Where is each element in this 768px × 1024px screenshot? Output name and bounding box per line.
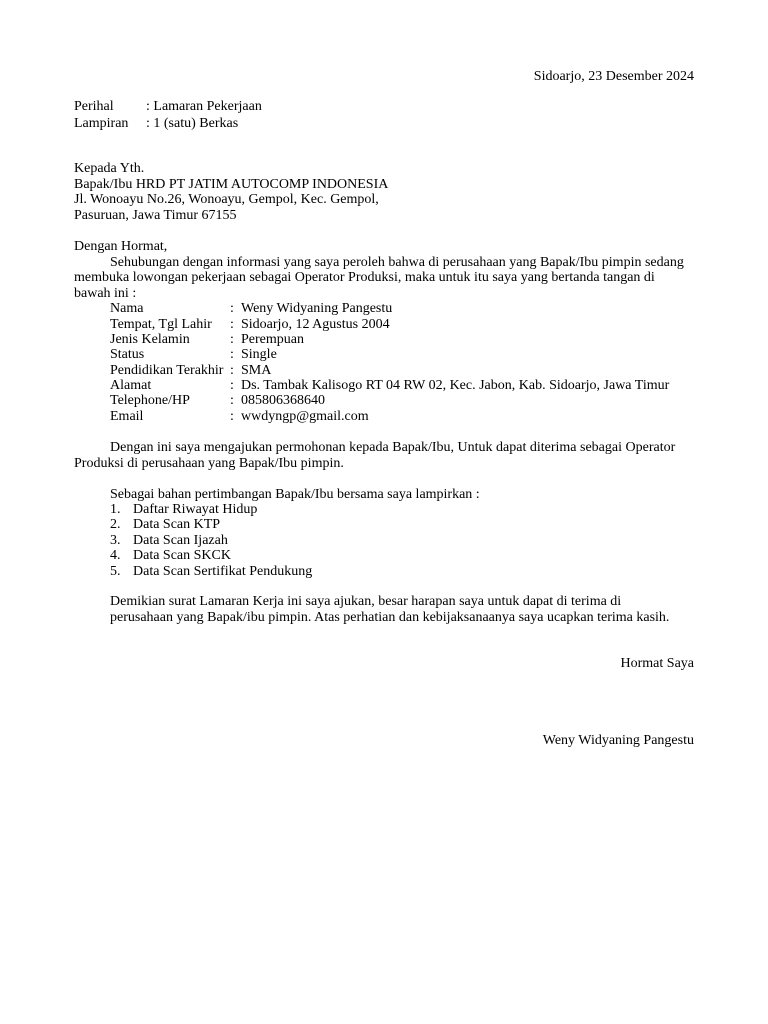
recipient-line: Kepada Yth. xyxy=(74,161,145,176)
identity-value: wwdyngp@gmail.com xyxy=(241,409,369,424)
identity-label: Tempat, Tgl Lahir xyxy=(110,317,212,332)
identity-sep: : xyxy=(230,409,234,424)
intro-line: membuka lowongan pekerjaan sebagai Operator Produksi, maka untuk itu saya yang bertanda tangan di xyxy=(74,270,655,285)
identity-sep: : xyxy=(230,347,234,362)
closing-line: Demikian surat Lamaran Kerja ini saya ajukan, besar harapan saya untuk dapat di terima di xyxy=(110,594,622,609)
attachment-number: 3. xyxy=(110,533,121,548)
identity-label: Pendidikan Terakhir xyxy=(110,363,224,378)
identity-sep: : xyxy=(230,332,234,347)
attachment-number: 1. xyxy=(110,502,121,517)
application-line: Dengan ini saya mengajukan permohonan kepada Bapak/Ibu, Untuk dapat diterima sebagai Operator xyxy=(110,440,676,455)
identity-value: Ds. Tambak Kalisogo RT 04 RW 02, Kec. Jabon, Kab. Sidoarjo, Jawa Timur xyxy=(241,378,670,393)
intro-line: bawah ini : xyxy=(74,286,137,301)
application-line: Produksi di perusahaan yang Bapak/Ibu pimpin. xyxy=(74,456,344,471)
perihal-value: : Lamaran Pekerjaan xyxy=(146,99,262,114)
identity-label: Telephone/HP xyxy=(110,393,190,408)
attachment-item: Data Scan Sertifikat Pendukung xyxy=(133,564,313,579)
identity-value: SMA xyxy=(241,363,272,378)
identity-value: Perempuan xyxy=(241,332,304,347)
lampiran-label: Lampiran xyxy=(74,116,129,131)
recipient-line: Bapak/Ibu HRD PT JATIM AUTOCOMP INDONESIA xyxy=(74,177,389,192)
identity-label: Nama xyxy=(110,301,144,316)
attachment-number: 5. xyxy=(110,564,121,579)
identity-value: 085806368640 xyxy=(241,393,325,408)
attachment-item: Daftar Riwayat Hidup xyxy=(133,502,258,517)
attachment-item: Data Scan KTP xyxy=(133,517,221,532)
greeting: Dengan Hormat, xyxy=(74,239,168,254)
attachment-item: Data Scan Ijazah xyxy=(133,533,228,548)
identity-value: Weny Widyaning Pangestu xyxy=(241,301,393,316)
place-date: Sidoarjo, 23 Desember 2024 xyxy=(533,69,694,84)
attachment-number: 4. xyxy=(110,548,121,563)
identity-sep: : xyxy=(230,301,234,316)
identity-label: Alamat xyxy=(110,378,152,393)
attachments-intro: Sebagai bahan pertimbangan Bapak/Ibu bersama saya lampirkan : xyxy=(110,487,480,502)
identity-sep: : xyxy=(230,363,234,378)
perihal-label: Perihal xyxy=(74,99,114,114)
attachment-number: 2. xyxy=(110,517,121,532)
signature-name: Weny Widyaning Pangestu xyxy=(542,733,694,748)
intro-line: Sehubungan dengan informasi yang saya peroleh bahwa di perusahaan yang Bapak/Ibu pimpin sedang xyxy=(110,255,684,270)
recipient-line: Pasuruan, Jawa Timur 67155 xyxy=(74,208,237,223)
signature-salutation: Hormat Saya xyxy=(620,656,694,671)
identity-value: Single xyxy=(241,347,277,362)
attachment-item: Data Scan SKCK xyxy=(133,548,231,563)
identity-label: Status xyxy=(110,347,145,362)
identity-sep: : xyxy=(230,393,234,408)
recipient-line: Jl. Wonoayu No.26, Wonoayu, Gempol, Kec. Gempol, xyxy=(74,192,379,207)
closing-line: perusahaan yang Bapak/ibu pimpin. Atas perhatian dan kebijaksanaanya saya ucapkan terima kasih. xyxy=(110,610,670,625)
identity-sep: : xyxy=(230,378,234,393)
identity-value: Sidoarjo, 12 Agustus 2004 xyxy=(241,317,390,332)
identity-sep: : xyxy=(230,317,234,332)
identity-label: Jenis Kelamin xyxy=(110,332,190,347)
lampiran-value: : 1 (satu) Berkas xyxy=(146,116,239,131)
identity-label: Email xyxy=(110,409,144,424)
